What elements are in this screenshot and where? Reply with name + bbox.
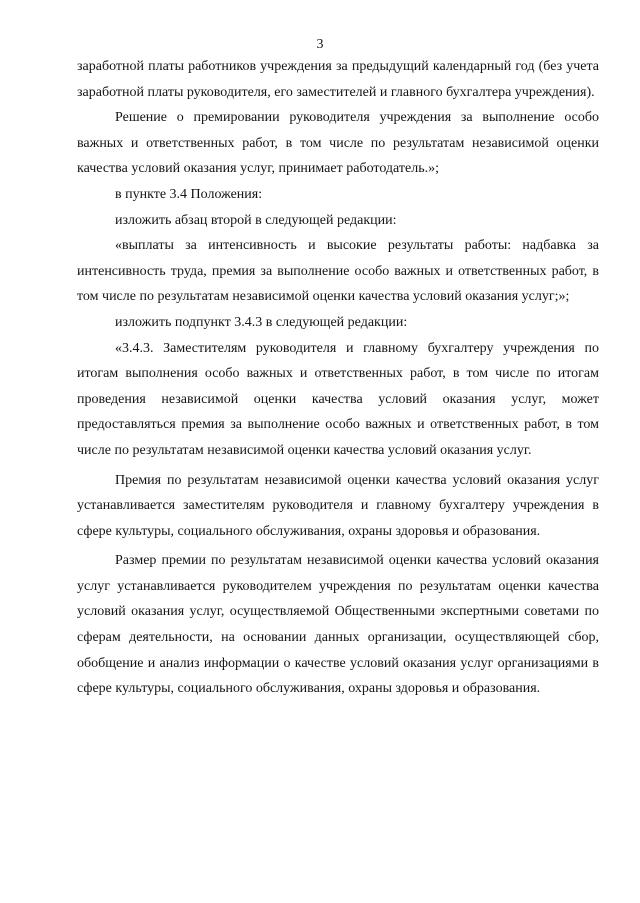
document-body: [77, 54, 599, 702]
paragraph-subclause-3-4-3-intro: изложить подпункт 3.4.3 в следующей редакции:: [115, 314, 408, 330]
paragraph-intensity-payments: «выплаты за интенсивность и высокие результаты работы: надбавка за интенсивность труда, премия за выполнение особо важных и ответственных работ, в том числе по результатам независимой оценки качества условий оказания услуг;»;: [77, 238, 599, 305]
paragraph-clause-3-4: в пункте 3.4 Положения:: [115, 186, 263, 202]
paragraph-director-bonus-decision: Решение о премировании руководителя учреждения за выполнение особо важных и ответственных работ, в том числе по результатам независимой оценки качества условий оказания услуг, принимает работодатель.»;: [77, 110, 599, 177]
paragraph-salary-continuation: заработной платы работников учреждения за предыдущий календарный год (без учета заработной платы руководителя, его заместителей и главного бухгалтера учреждения).: [77, 59, 599, 100]
paragraph-subclause-3-4-3: «3.4.3. Заместителям руководителя и главному бухгалтеру учреждения по итогам выполнения особо важных и ответственных работ, в том числе по итогам проведения независимой оценки качества условий оказания услуг, может предоставляться премия за выполнение особо важных и ответственных работ, в том числе по результатам независимой оценки качества условий оказания услуг.: [77, 340, 599, 458]
paragraph-bonus-scope: Премия по результатам независимой оценки качества условий оказания услуг устанавливается заместителям руководителя и главному бухгалтеру учреждения в сфере культуры, социального обслуживания, охраны здоровья и образования.: [77, 472, 599, 539]
paragraph-bonus-amount: Размер премии по результатам независимой оценки качества условий оказания услуг устанавливается руководителем учреждения по результатам оценки качества условий оказания услуг, осуществляемой Общественными экспертными советами по сферам деятельности, на основании данных организации, осуществляющей сбор, обобщение и анализ информации о качестве условий оказания услуг организациями в сфере культуры, социального обслуживания, охраны здоровья и образования.: [77, 553, 599, 697]
paragraph-second-subparagraph: изложить абзац второй в следующей редакции:: [115, 212, 397, 228]
page-number: 3: [316, 37, 324, 52]
